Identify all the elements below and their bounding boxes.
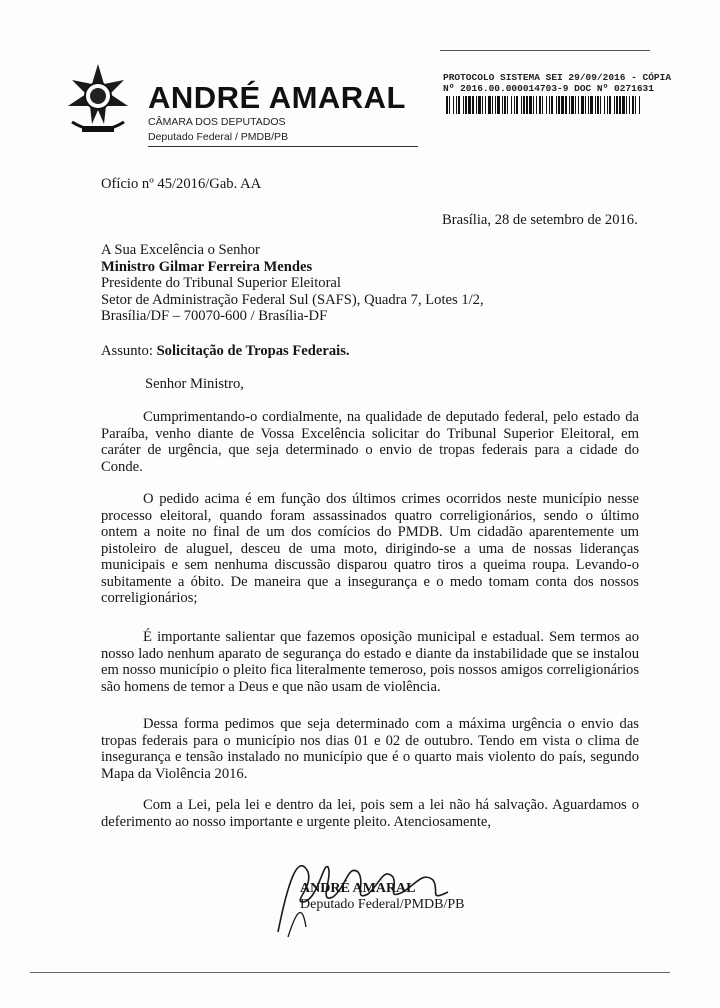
- recipient-block: [101, 242, 484, 325]
- salutation: Senhor Ministro,: [145, 376, 244, 392]
- signatory-name: ANDRÉ AMARAL: [300, 881, 416, 896]
- signatory-title: Deputado Federal/PMDB/PB: [300, 897, 465, 912]
- body-paragraph-3: É importante salientar que fazemos oposição municipal e estadual. Sem termos ao nosso lado nenhum aparato de segurança do estado e diante da instabilidade que se instalou em nosso município o pleito fica literalmente temeroso, pois nossos amigos correligionários são homens de temor a Deus e que não usam de violência.: [101, 629, 639, 695]
- subject-text: Solicitação de Tropas Federais.: [156, 343, 350, 359]
- protocol-top-line: [440, 50, 650, 51]
- letterhead-chamber: CÂMARA DOS DEPUTADOS: [148, 116, 286, 128]
- brazil-coat-of-arms-icon: [62, 62, 134, 138]
- letterhead-deputy: Deputado Federal / PMDB/PB: [148, 131, 289, 143]
- body-paragraph-2: O pedido acima é em função dos últimos crimes ocorridos neste município nesse processo eleitoral, quando foram assassinados quatro correligionários, sendo o último ontem a noite no final de um dos comícios do PMDB. Um cidadão aparentemente um pistoleiro de aluguel, desceu de uma moto, dirigindo-se a uma de nossas lideranças municipais e sem nenhuma discussão disparou quatro tiros a queima roupa. Levando-o subitamente a óbito. De maneira que a insegurança e o medo tomam conta dos nossos correligionários;: [101, 491, 639, 606]
- recipient-line-5: Brasília/DF – 70070-600 / Brasília-DF: [101, 308, 328, 324]
- recipient-line-3: Presidente do Tribunal Superior Eleitoral: [101, 275, 341, 291]
- barcode-icon: [445, 96, 643, 114]
- recipient-line-4: Setor de Administração Federal Sul (SAFS), Quadra 7, Lotes 1/2,: [101, 291, 484, 308]
- protocol-stamp: [443, 72, 671, 94]
- footer-rule: [30, 972, 670, 973]
- protocol-line-1: PROTOCOLO SISTEMA SEI 29/09/2016 - CÓPIA: [443, 72, 672, 83]
- body-paragraph-1: Cumprimentando-o cordialmente, na qualidade de deputado federal, pelo estado da Paraíba, venho diante de Vossa Excelência solicitar do Tribunal Superior Eleitoral, em caráter de urgência, que seja determinado o envio de tropas federais para a cidade do Conde.: [101, 409, 639, 475]
- letterhead-name: ANDRÉ AMARAL: [148, 80, 406, 115]
- recipient-line-1: A Sua Excelência o Senhor: [101, 242, 260, 258]
- letter-date: Brasília, 28 de setembro de 2016.: [442, 212, 638, 228]
- signature-block: [300, 881, 465, 913]
- subject-line: [101, 343, 350, 360]
- recipient-minister: Ministro Gilmar Ferreira Mendes: [101, 258, 313, 275]
- body-paragraph-4: Dessa forma pedimos que seja determinado com a máxima urgência o envio das tropas federais para o município nos dias 01 e 02 de outubro. Tendo em vista o clima de insegurança e tensão instalado no município que é o quarto mais violento do país, segundo Mapa da Violência 2016.: [101, 716, 639, 782]
- letter-reference: Ofício nº 45/2016/Gab. AA: [101, 176, 262, 192]
- subject-label: Assunto:: [101, 343, 153, 359]
- body-paragraph-5: Com a Lei, pela lei e dentro da lei, pois sem a lei não há salvação. Aguardamos o deferimento ao nosso importante e urgente pleito. Atenciosamente,: [101, 797, 639, 830]
- letterhead-rule: [148, 146, 418, 147]
- protocol-line-2: Nº 2016.00.000014703-9 DOC Nº 0271631: [443, 83, 654, 94]
